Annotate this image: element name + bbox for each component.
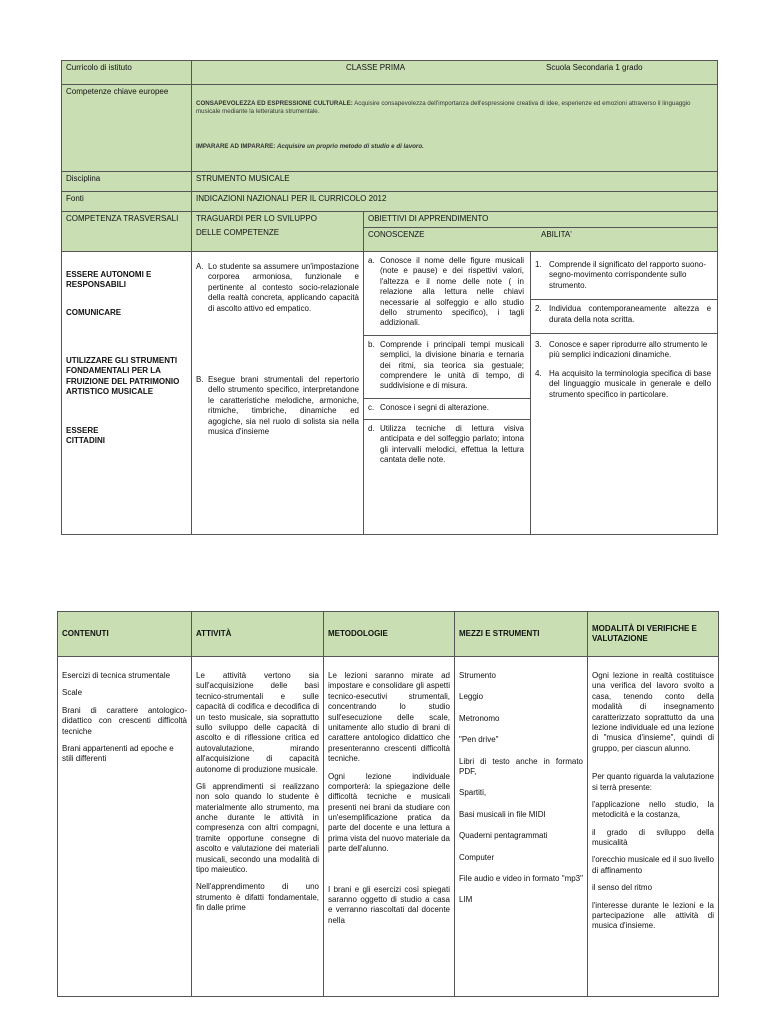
mezzi-header: MEZZI E STRUMENTI [455, 612, 588, 657]
attivita-header: ATTIVITÀ [192, 612, 324, 657]
competenza-culturale-text: Acquisire consapevolezza dell'importanza dell'espressione creativa di idee, esperienze ed emozioni attraverso il linguaggio musicale mediante la letteratura strumentale. [196, 100, 691, 116]
traguardi-cell [192, 252, 364, 535]
mezzo-item: Strumento [459, 671, 496, 680]
mezzo-item: File audio e video in formato "mp3" [459, 873, 583, 883]
conoscenza-text: Utilizza tecniche di lettura visiva anticipata e del solfeggio parlato; intona gli intervalli melodici, effettua la lettura cantata delle note. [380, 424, 524, 465]
conoscenza-item [364, 336, 530, 399]
traguardo-item [196, 375, 359, 437]
competenza-trasversali-header: COMPETENZA TRASVERSALI [62, 212, 192, 252]
attivita-paragraph: Nell'apprendimento di uno strumento è difatti fondamentale, fin dalle prime [196, 882, 319, 913]
trasversale-item: COMUNICARE [66, 308, 122, 317]
conoscenze-cell [364, 252, 531, 535]
contenuto-item: Brani appartenenti ad epoche e stili differenti [62, 743, 174, 764]
verifica-paragraph: l'applicazione nello studio, la metodicità e la costanza, [592, 799, 714, 820]
trasversale-item: ESSERE CITTADINI [66, 426, 105, 446]
trasversali-cell [62, 252, 192, 535]
competenze-label: Competenze chiave europee [62, 85, 192, 172]
abilita-item [531, 334, 717, 367]
obiettivi-header: OBIETTIVI DI APPRENDIMENTO [364, 212, 718, 228]
mezzo-item: "Pen drive" [459, 735, 499, 745]
traguardo-letter: A. [196, 262, 204, 271]
classe-label: CLASSE PRIMA [346, 63, 406, 72]
mezzo-item: Metronomo [459, 713, 500, 723]
fonti-label: Fonti [62, 192, 192, 212]
metodologia-paragraph: Ogni lezione individuale comporterà: la spiegazione delle difficoltà tecniche e musicali presenti nei brani da studiare con un'esemplificazione pratica da parte del docente e una lettura a prima vista del nuovo materiale da parte dell'alunno. [328, 771, 450, 854]
mezzo-item: Libri di testo anche in formato PDF, [459, 756, 583, 776]
attivita-paragraph: Le attività vertono sia sull'acquisizione delle basi tecnico-strumentali e sulle capacità di codifica e decodifica di un testo musicale, sia soprattutto sullo sviluppo delle capacità di ascolto e di riflessione critica ed autovalutazione, mirando all'acquisizione di capacità autonome di produzione musicale. [196, 671, 319, 774]
abilita-cell [531, 252, 718, 535]
conoscenza-letter: a. [368, 256, 375, 265]
fonti-value: INDICAZIONI NAZIONALI PER IL CURRICOLO 2012 [192, 192, 718, 212]
abilita-header: ABILITA' [541, 230, 572, 239]
verifica-paragraph: il grado di sviluppo della musicalità [592, 827, 714, 848]
contenuti-cell [58, 657, 192, 997]
abilita-number: 4. [535, 368, 542, 378]
traguardo-item [196, 262, 359, 375]
metodologia-paragraph: Le lezioni saranno mirate ad impostare e consolidare gli aspetti tecnico-esecutivi strumentali, concentrando lo studio sull'esecuzione delle scale, unitamente allo studio di brani di carattere antologico didattico che presenteranno crescenti difficoltà tecniche. [328, 671, 450, 764]
conoscenza-letter: d. [368, 424, 375, 434]
curricolo-label: Curricolo di istituto [62, 61, 192, 85]
competenza-culturale-title: CONSAPEVOLEZZA ED ESPRESSIONE CULTURALE: [196, 100, 353, 107]
verifica-paragraph: Ogni lezione in realtà costituisce una verifica del lavoro svolto a casa, tenendo conto della modalità di insegnamento caratterizzato soprattutto da una lezione individuale ed una lezione di "musica d'insieme", quindi di gruppo, per ciascun alunno. [592, 671, 714, 753]
disciplina-label: Disciplina [62, 172, 192, 192]
abilita-number: 3. [535, 339, 542, 349]
abilita-text: Conosce e saper riprodurre allo strumento le più semplici indicazioni dinamiche. [549, 339, 708, 360]
competenza-imparare-text: Acquisire un proprio metodo di studio e di lavoro. [277, 143, 424, 151]
contenuto-item: Scale [62, 688, 83, 698]
curriculum-table [61, 60, 718, 535]
contenuti-header: CONTENUTI [58, 612, 192, 657]
competenza-imparare-title: IMPARARE AD IMPARARE: [196, 143, 276, 151]
verifica-paragraph: il senso del ritmo [592, 883, 653, 893]
competenze-cell [192, 85, 718, 172]
conoscenza-item [364, 420, 530, 466]
verifica-paragraph: l'orecchio musicale ed il suo livello di affinamento [592, 855, 714, 875]
attivita-paragraph: Gli apprendimenti si realizzano non solo quando lo studente è materialmente allo strumento, ma anche durante le attività in compresenza con altri compagni, tramite opportune consegne di ascolto e valutazione dei materiali musicali, secondo una modalità di tipo maieutico. [196, 781, 319, 875]
verifiche-cell [588, 657, 719, 997]
conoscenza-text: Conosce i segni di alterazione. [380, 402, 489, 412]
traguardo-letter: B. [196, 375, 204, 384]
attivita-cell [192, 657, 324, 997]
disciplina-value: STRUMENTO MUSICALE [192, 172, 718, 192]
contenuto-item: Brani di carattere antologico-didattico con crescenti difficoltà tecniche [62, 705, 187, 736]
metodologie-cell [324, 657, 455, 997]
conoscenze-abilita-header [364, 228, 718, 252]
abilita-item [531, 300, 717, 334]
trasversale-item: UTILIZZARE GLI STRUMENTI FONDAMENTALI PER LA FRUIZIONE DEL PATRIMONIO ARTISTICO MUSICALE [66, 356, 180, 397]
conoscenza-item [364, 256, 530, 336]
abilita-text: Ha acquisito la terminologia specifica di base del linguaggio musicale in generale e dello strumento specifico in particolare. [549, 368, 712, 399]
verifiche-header: MODALITÀ DI VERIFICHE E VALUTAZIONE [588, 612, 719, 657]
mezzo-item: LIM [459, 895, 473, 905]
mezzi-cell [455, 657, 588, 997]
abilita-number: 1. [535, 260, 542, 269]
abilita-item [531, 367, 717, 400]
abilita-number: 2. [535, 304, 542, 314]
content-methods-table [57, 611, 719, 997]
competenza-imparare [196, 143, 713, 151]
abilita-text: Comprende il significato del rapporto suono-segno-movimento corrispondente sullo strumento. [549, 260, 706, 290]
contenuto-item: Esercizi di tecnica strumentale [62, 671, 171, 680]
abilita-text: Individua contemporaneamente altezza e durata della nota scritta. [549, 304, 712, 324]
mezzo-item: Computer [459, 852, 495, 862]
conoscenza-letter: b. [368, 339, 375, 349]
abilita-item [531, 256, 717, 300]
competenza-culturale [196, 100, 713, 116]
metodologie-header: METODOLOGIE [324, 612, 455, 657]
traguardo-text: Esegue brani strumentali del repertorio dello strumento specifico, interpretandone le caratteristiche melodiche, armoniche, ritmiche, timbriche, dinamiche ed agogiche, sia nel ruolo di solista sia nella musica d'insieme [208, 375, 359, 436]
traguardo-text: Lo studente sa assumere un'impostazione corporea armoniosa, funzionale e pertinente al contesto socio-relazionale della realtà concreta, applicando capacità di ascolto attivo ed empatico. [208, 262, 359, 313]
mezzo-item: Spartiti, [459, 788, 487, 798]
traguardi-header-line1: TRAGUARDI PER LO SVILUPPO [196, 214, 317, 223]
mezzo-item: Quaderni pentagrammati [459, 831, 548, 841]
conoscenza-letter: c. [368, 402, 375, 412]
verifica-paragraph: Per quanto riguarda la valutazione si terrà presente: [592, 772, 714, 792]
conoscenza-text: Comprende i principali tempi musicali semplici, la divisione binaria e ternaria dei ritmi, sia teorica sia gestuale; comprendere le unità di tempo, di suddivisione e di misura. [380, 339, 524, 391]
conoscenze-header: CONOSCENZE [368, 230, 425, 239]
mezzo-item: Leggio [459, 692, 484, 702]
conoscenza-item [364, 399, 530, 420]
trasversale-item: ESSERE AUTONOMI E RESPONSABILI [66, 270, 152, 290]
classe-header [192, 61, 718, 85]
mezzo-item: Basi musicali in file MIDI [459, 809, 546, 819]
verifica-paragraph: l'interesse durante le lezioni e la partecipazione alle attività di musica d'insieme. [592, 900, 714, 931]
traguardi-header-line2: DELLE COMPETENZE [196, 228, 280, 238]
metodologia-paragraph: I brani e gli esercizi così spiegati saranno oggetto di studio a casa e verranno riascoltati dal docente nella [328, 884, 450, 925]
conoscenza-text: Conosce il nome delle figure musicali (note e pause) e dei rispettivi valori, l'altezza e il nome delle note ( in relazione alla lettura nelle chiavi necessarie al solfeggio e allo studio dello strumento specifico), i tagli addizionali. [380, 256, 524, 328]
scuola-label: Scuola Secondaria 1 grado [546, 63, 643, 72]
traguardi-header [192, 212, 364, 252]
